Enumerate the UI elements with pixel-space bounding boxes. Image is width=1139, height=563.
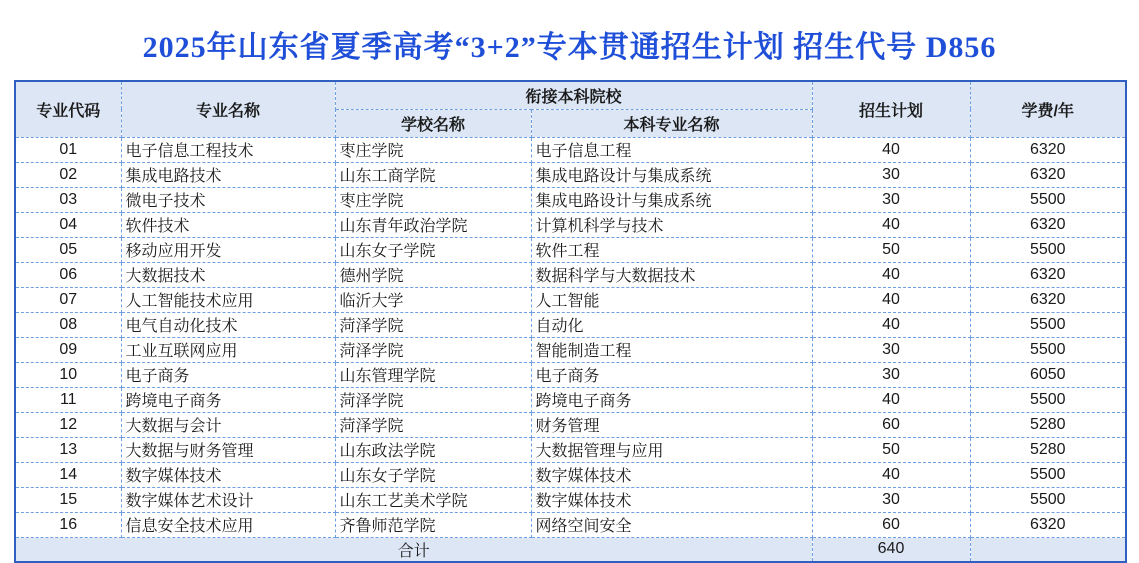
header-link-group: 衔接本科院校: [335, 81, 812, 109]
cell-school-name: 德州学院: [335, 262, 531, 287]
cell-plan: 40: [812, 462, 970, 487]
cell-major-code: 16: [15, 512, 121, 537]
header-plan: 招生计划: [812, 81, 970, 137]
cell-school-name: 山东管理学院: [335, 362, 531, 387]
cell-major-code: 09: [15, 337, 121, 362]
cell-plan: 40: [812, 312, 970, 337]
cell-school-name: 山东工商学院: [335, 162, 531, 187]
cell-tuition: 6320: [970, 512, 1126, 537]
cell-bachelor-major: 网络空间安全: [531, 512, 812, 537]
cell-bachelor-major: 软件工程: [531, 237, 812, 262]
table-row: [15, 387, 1126, 412]
cell-tuition: 5500: [970, 237, 1126, 262]
table-row: [15, 262, 1126, 287]
header-bachelor-major: 本科专业名称: [531, 109, 812, 137]
header-major-name: 专业名称: [121, 81, 335, 137]
cell-major-code: 06: [15, 262, 121, 287]
table-row: [15, 462, 1126, 487]
cell-tuition: 6050: [970, 362, 1126, 387]
cell-school-name: 山东青年政治学院: [335, 212, 531, 237]
header-school-name: 学校名称: [335, 109, 531, 137]
cell-plan: 60: [812, 412, 970, 437]
cell-tuition: 5280: [970, 437, 1126, 462]
cell-tuition: 5500: [970, 387, 1126, 412]
cell-major-name: 大数据与财务管理: [121, 437, 335, 462]
cell-plan: 40: [812, 212, 970, 237]
cell-plan: 30: [812, 162, 970, 187]
cell-plan: 40: [812, 287, 970, 312]
cell-school-name: 山东女子学院: [335, 462, 531, 487]
cell-bachelor-major: 自动化: [531, 312, 812, 337]
cell-school-name: 菏泽学院: [335, 312, 531, 337]
cell-plan: 50: [812, 437, 970, 462]
table-row: [15, 362, 1126, 387]
table-row: [15, 487, 1126, 512]
cell-tuition: 5500: [970, 187, 1126, 212]
cell-major-code: 13: [15, 437, 121, 462]
cell-school-name: 菏泽学院: [335, 337, 531, 362]
cell-major-code: 02: [15, 162, 121, 187]
cell-plan: 50: [812, 237, 970, 262]
table-row: [15, 137, 1126, 162]
cell-bachelor-major: 计算机科学与技术: [531, 212, 812, 237]
cell-major-name: 信息安全技术应用: [121, 512, 335, 537]
table-header: [15, 81, 1126, 137]
cell-bachelor-major: 数字媒体技术: [531, 487, 812, 512]
cell-plan: 30: [812, 187, 970, 212]
cell-bachelor-major: 人工智能: [531, 287, 812, 312]
cell-major-code: 04: [15, 212, 121, 237]
cell-major-name: 大数据与会计: [121, 412, 335, 437]
cell-major-name: 移动应用开发: [121, 237, 335, 262]
cell-major-name: 大数据技术: [121, 262, 335, 287]
cell-bachelor-major: 电子信息工程: [531, 137, 812, 162]
cell-tuition: 5500: [970, 462, 1126, 487]
cell-plan: 30: [812, 362, 970, 387]
table-row: [15, 512, 1126, 537]
enrollment-plan-table: [14, 80, 1127, 563]
cell-major-code: 05: [15, 237, 121, 262]
total-label: 合计: [15, 537, 812, 562]
cell-plan: 40: [812, 387, 970, 412]
total-plan: 640: [812, 537, 970, 562]
cell-major-name: 微电子技术: [121, 187, 335, 212]
cell-school-name: 枣庄学院: [335, 187, 531, 212]
table-row: [15, 237, 1126, 262]
cell-major-code: 07: [15, 287, 121, 312]
cell-tuition: 5500: [970, 337, 1126, 362]
cell-plan: 40: [812, 137, 970, 162]
cell-major-name: 数字媒体艺术设计: [121, 487, 335, 512]
table-container: [0, 80, 1139, 563]
table-row: [15, 412, 1126, 437]
cell-tuition: 5280: [970, 412, 1126, 437]
cell-major-code: 10: [15, 362, 121, 387]
header-tuition: 学费/年: [970, 81, 1126, 137]
cell-major-code: 15: [15, 487, 121, 512]
cell-bachelor-major: 集成电路设计与集成系统: [531, 162, 812, 187]
cell-bachelor-major: 电子商务: [531, 362, 812, 387]
cell-school-name: 山东工艺美术学院: [335, 487, 531, 512]
cell-tuition: 6320: [970, 287, 1126, 312]
cell-major-name: 跨境电子商务: [121, 387, 335, 412]
cell-major-name: 电子商务: [121, 362, 335, 387]
table-row: [15, 187, 1126, 212]
cell-major-code: 14: [15, 462, 121, 487]
cell-plan: 40: [812, 262, 970, 287]
cell-major-name: 电子信息工程技术: [121, 137, 335, 162]
cell-major-code: 11: [15, 387, 121, 412]
cell-bachelor-major: 集成电路设计与集成系统: [531, 187, 812, 212]
cell-bachelor-major: 跨境电子商务: [531, 387, 812, 412]
table-row: [15, 312, 1126, 337]
cell-bachelor-major: 智能制造工程: [531, 337, 812, 362]
cell-school-name: 枣庄学院: [335, 137, 531, 162]
header-major-code: 专业代码: [15, 81, 121, 137]
cell-major-code: 08: [15, 312, 121, 337]
cell-plan: 30: [812, 337, 970, 362]
cell-bachelor-major: 财务管理: [531, 412, 812, 437]
cell-major-code: 12: [15, 412, 121, 437]
page-title: 2025年山东省夏季高考“3+2”专本贯通招生计划 招生代号 D856: [142, 31, 997, 64]
cell-tuition: 6320: [970, 212, 1126, 237]
cell-major-name: 工业互联网应用: [121, 337, 335, 362]
cell-major-name: 数字媒体技术: [121, 462, 335, 487]
table-row: [15, 162, 1126, 187]
cell-major-code: 01: [15, 137, 121, 162]
cell-major-name: 人工智能技术应用: [121, 287, 335, 312]
cell-major-name: 集成电路技术: [121, 162, 335, 187]
cell-bachelor-major: 大数据管理与应用: [531, 437, 812, 462]
cell-major-name: 软件技术: [121, 212, 335, 237]
cell-school-name: 山东政法学院: [335, 437, 531, 462]
cell-tuition: 6320: [970, 137, 1126, 162]
cell-tuition: 6320: [970, 162, 1126, 187]
cell-tuition: 5500: [970, 312, 1126, 337]
cell-bachelor-major: 数据科学与大数据技术: [531, 262, 812, 287]
cell-major-name: 电气自动化技术: [121, 312, 335, 337]
table-body: [15, 137, 1126, 562]
cell-bachelor-major: 数字媒体技术: [531, 462, 812, 487]
cell-tuition: 6320: [970, 262, 1126, 287]
table-row: [15, 337, 1126, 362]
table-row: [15, 437, 1126, 462]
cell-plan: 30: [812, 487, 970, 512]
cell-school-name: 山东女子学院: [335, 237, 531, 262]
table-row: [15, 287, 1126, 312]
cell-plan: 60: [812, 512, 970, 537]
cell-school-name: 菏泽学院: [335, 412, 531, 437]
cell-school-name: 临沂大学: [335, 287, 531, 312]
table-row: [15, 212, 1126, 237]
table-total-row: [15, 537, 1126, 562]
cell-major-code: 03: [15, 187, 121, 212]
total-tuition: [970, 537, 1126, 562]
cell-tuition: 5500: [970, 487, 1126, 512]
header-row-top: [15, 81, 1126, 109]
cell-school-name: 菏泽学院: [335, 387, 531, 412]
cell-school-name: 齐鲁师范学院: [335, 512, 531, 537]
